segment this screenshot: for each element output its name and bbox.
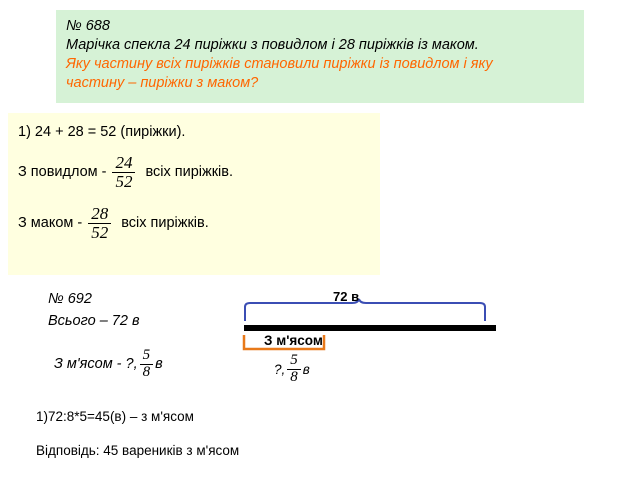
solution-step-2 <box>18 154 370 191</box>
meat-label: З м'ясом <box>264 333 323 348</box>
calculation-line: 1)72:8*5=45(в) – з м'ясом <box>36 409 194 424</box>
task-692-number: № 692 <box>48 291 92 307</box>
task-688-question-line-1: Яку частину всіх пиріжків становили пиріжки із повидлом і яку <box>66 56 493 72</box>
fraction-5-8-diagram <box>287 353 301 386</box>
solution-step-1: 1) 24 + 28 = 52 (пиріжки). <box>18 124 186 140</box>
meat-fraction-prefix: ?, <box>274 361 286 377</box>
solution-step-3-label: З маком - <box>18 215 83 232</box>
task-692-meat-unit: в <box>155 356 163 373</box>
meat-fraction-unit: в <box>302 361 310 377</box>
fraction-denominator: 52 <box>112 172 135 191</box>
fraction-numerator: 24 <box>115 153 133 172</box>
answer-line: Відповідь: 45 вареників з м'ясом <box>36 443 240 458</box>
fraction-numerator: 5 <box>142 347 151 363</box>
fraction-denominator: 52 <box>88 223 111 242</box>
solution-688-box <box>8 113 380 275</box>
task-692-meat-label: З м'ясом - ?, <box>54 356 138 373</box>
total-label: 72 в <box>333 289 360 304</box>
total-brace <box>245 299 485 321</box>
solution-step-3 <box>18 205 370 242</box>
solution-step-2-label: З повидлом - <box>18 164 107 181</box>
solution-step-2-suffix: всіх пиріжків. <box>145 164 234 181</box>
fraction-5-8 <box>140 348 154 381</box>
task-688-question-line-2: частину – пиріжки з маком? <box>66 75 259 91</box>
spacer <box>18 142 370 154</box>
task-688-number: № 688 <box>66 18 110 34</box>
solution-step-3-suffix: всіх пиріжків. <box>121 215 209 232</box>
task-692-total: Всього – 72 в <box>48 313 140 329</box>
task-692-block <box>48 288 248 332</box>
meat-fraction-label <box>274 353 310 386</box>
fraction-28-52 <box>88 205 111 242</box>
fraction-numerator: 28 <box>91 203 109 223</box>
task-688-box <box>56 10 584 103</box>
quantity-bar <box>244 325 496 331</box>
fraction-denominator: 8 <box>287 369 301 386</box>
fraction-24-52 <box>112 154 135 191</box>
task-692-meat-line <box>54 348 163 381</box>
task-688-statement: Марічка спекла 24 пиріжки з повидлом і 28 пиріжків із маком. <box>66 37 479 53</box>
spacer <box>18 191 370 205</box>
fraction-numerator: 5 <box>290 352 298 368</box>
segment-diagram <box>232 283 500 393</box>
fraction-denominator: 8 <box>140 364 154 381</box>
